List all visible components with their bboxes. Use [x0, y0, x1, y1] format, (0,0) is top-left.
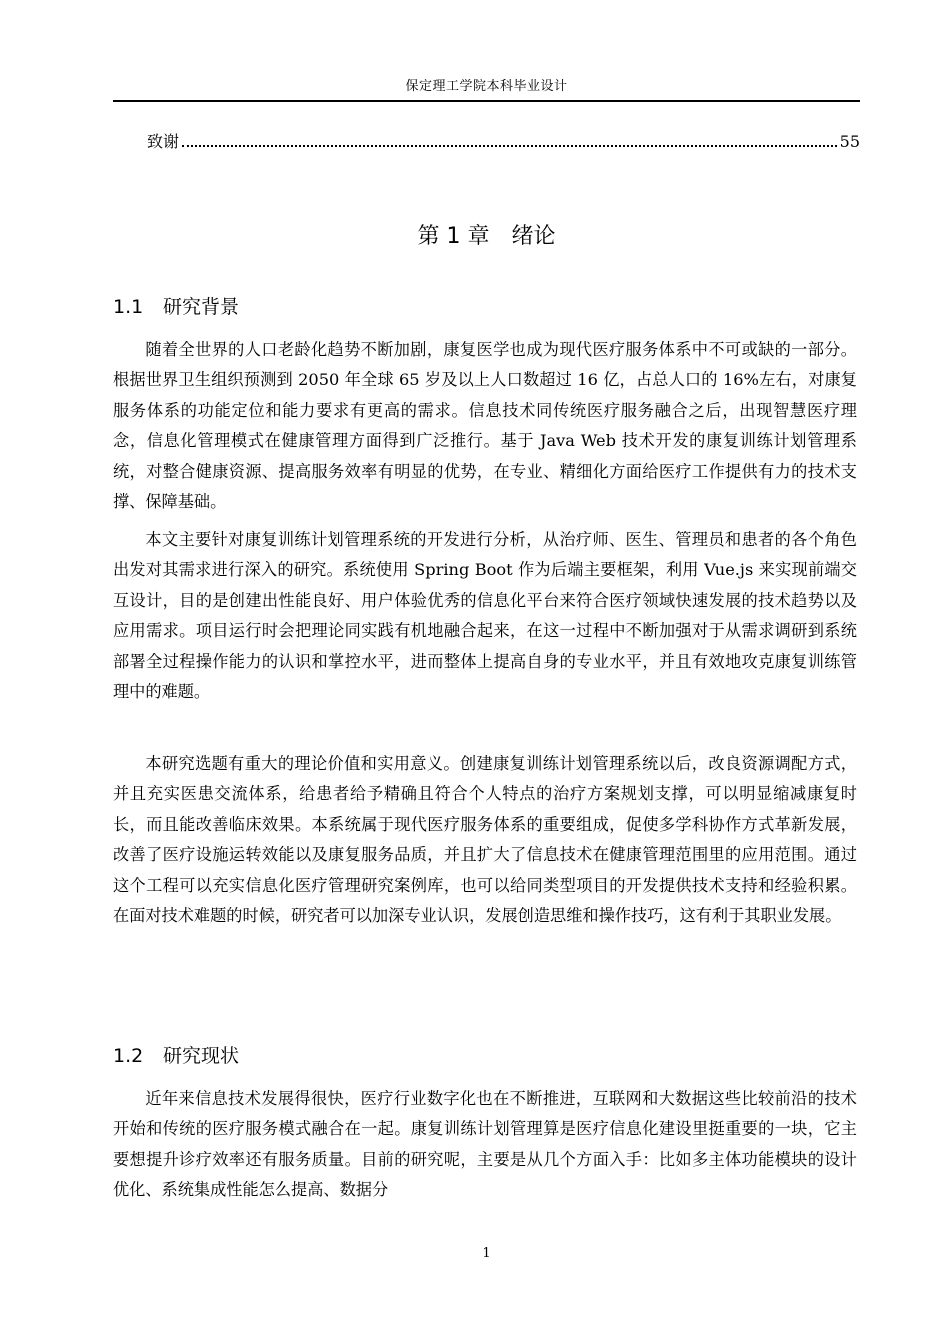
section-number: 1.1	[113, 296, 144, 318]
section-title: 研究现状	[163, 1045, 240, 1067]
paragraph: 本研究选题有重大的理论价值和实用意义。创建康复训练计划管理系统以后，改良资源调配方式，并且充实医患交流体系，给患者给予精确且符合个人特点的治疗方案规划支撑，可以明显缩减康复时长，而且能改善临床效果。本系统属于现代医疗服务体系的重要组成，促使多学科协作方式革新发展，改善了医疗设施运转效能以及康复服务品质，并且扩大了信息技术在健康管理范围里的应用范围。通过这个工程可以充实信息化医疗管理研究案例库，也可以给同类型项目的开发提供技术支持和经验积累。在面对技术难题的时候，研究者可以加深专业认识，发展创造思维和操作技巧，这有利于其职业发展。	[113, 754, 857, 926]
section-title: 研究背景	[163, 296, 240, 318]
toc-entry-label: 致谢	[147, 132, 180, 151]
section-number: 1.2	[113, 1045, 144, 1067]
toc-entry-page: 55	[839, 132, 860, 151]
header-rule	[113, 100, 860, 102]
chapter-number: 第 1 章	[417, 224, 490, 249]
section-heading-1-1	[113, 294, 860, 320]
page-number: 1	[482, 1246, 491, 1261]
paragraph: 本文主要针对康复训练计划管理系统的开发进行分析，从治疗师、医生、管理员和患者的各个角色出发对其需求进行深入的研究。系统使用 Spring Boot 作为后端主要框架，利用 Vue.js 来实现前端交互设计，目的是创建出性能良好、用户体验优秀的信息化平台来符合医疗领域快速发展的技术趋势以及应用需求。项目运行时会把理论同实践有机地融合起来，在这一过程中不断加强对于从需求调研到系统部署全过程操作能力的认识和掌控水平，进而整体上提高自身的专业水平，并且有效地攻克康复训练管理中的难题。	[113, 530, 857, 702]
paragraph: 近年来信息技术发展得很快，医疗行业数字化也在不断推进，互联网和大数据这些比较前沿的技术开始和传统的医疗服务模式融合在一起。康复训练计划管理算是医疗信息化建设里挺重要的一块，它主要想提升诊疗效率还有服务质量。目前的研究呢，主要是从几个方面入手：比如多主体功能模块的设计优化、系统集成性能怎么提高、数据分	[113, 1089, 857, 1200]
chapter-title	[113, 222, 860, 252]
toc-dot-leader	[182, 145, 837, 147]
running-header: 保定理工学院本科毕业设计	[405, 79, 568, 94]
chapter-name: 绪论	[511, 224, 556, 249]
paragraph: 随着全世界的人口老龄化趋势不断加剧，康复医学也成为现代医疗服务体系中不可或缺的一部分。根据世界卫生组织预测到 2050 年全球 65 岁及以上人口数超过 16 亿，占总人口的 16%左右，对康复服务体系的功能定位和能力要求有更高的需求。信息技术同传统医疗服务融合之后，出现智慧医疗理念，信息化管理模式在健康管理方面得到广泛推行。基于 Java Web 技术开发的康复训练计划管理系统，对整合健康资源、提高服务效率有明显的优势，在专业、精细化方面给医疗工作提供有力的技术支撑、保障基础。	[113, 340, 857, 512]
section-heading-1-2	[113, 1043, 860, 1069]
toc-entry-acknowledgements[interactable]	[147, 131, 860, 153]
